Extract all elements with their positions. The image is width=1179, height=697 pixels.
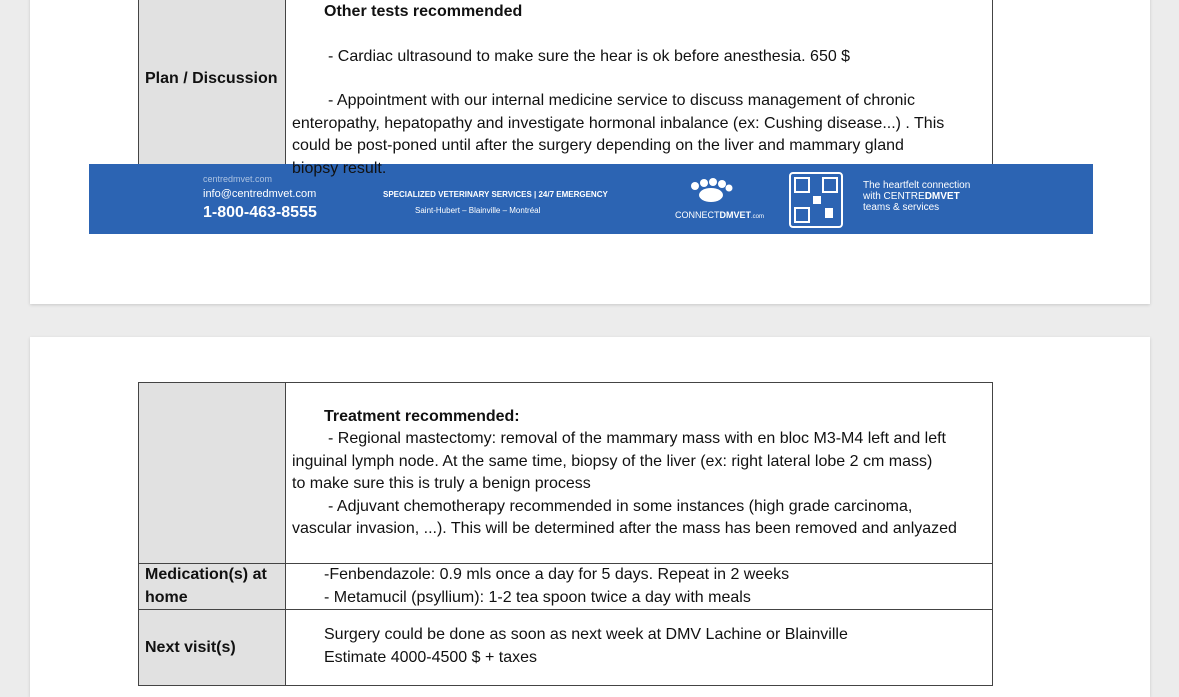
treatment-line-1a: - Regional mastectomy: removal of the mammary mass with en bloc M3-M4 left and left [328,430,946,447]
footer-services: SPECIALIZED VETERINARY SERVICES | 24/7 EMERGENCY [383,190,608,199]
treatment-content [286,383,993,564]
treatment-table [138,382,993,686]
plan-line-appointment-a: - Appointment with our internal medicine service to discuss management of chronic [328,92,915,110]
plan-line-appointment-c: could be post-poned until after the surgery depending on the liver and mammary gland [292,137,904,155]
footer-locations: Saint-Hubert – Blainville – Montréal [415,206,541,215]
next-visit-content [286,610,993,686]
treatment-line-2a: - Adjuvant chemotherapy recommended in some instances (high grade carcinoma, [328,497,913,515]
next-visit-label: Next visit(s) [139,610,286,686]
footer-connect: CONNECTDMVET.com [675,210,765,220]
plan-content [286,0,993,179]
footer-phone: 1-800-463-8555 [203,204,317,221]
next-visit-line-2: Estimate 4000-4500 $ + taxes [324,648,538,666]
treatment-line-1b: inguinal lymph node. At the same time, biopsy of the liver (ex: right lateral lobe 2 cm mass) [292,452,933,470]
document-page-1 [30,0,1150,304]
footer-email: info@centredmvet.com [203,188,317,200]
qr-code-icon [789,172,843,228]
medication-line-1: -Fenbendazole: 0.9 mls once a day for 5 days. Repeat in 2 weeks [324,566,790,583]
next-visit-line-1: Surgery could be done as soon as next week at DMV Lachine or Blainville [324,626,848,643]
treatment-heading: Treatment recommended: [324,407,520,425]
other-tests-heading: Other tests recommended [324,3,523,21]
medication-line-2: - Metamucil (psyllium): 1-2 tea spoon twice a day with meals [324,588,751,606]
medication-content [286,564,993,610]
treatment-label-cell [139,383,286,564]
plan-line-appointment-d: biopsy result. [292,160,387,177]
treatment-line-2b: vascular invasion, ...). This will be determined after the mass has been removed and anlyazed [292,520,957,537]
treatment-line-1c: to make sure this is truly a benign process [292,475,591,492]
plan-line-cardiac: - Cardiac ultrasound to make sure the hear is ok before anesthesia. 650 $ [328,47,851,65]
paw-logo-icon [689,178,733,204]
plan-table [138,0,993,179]
medication-label: Medication(s) at home [139,564,286,610]
footer-website: centredmvet.com [203,174,273,184]
plan-label: Plan / Discussion [139,0,286,179]
plan-line-appointment-b: enteropathy, hepatopathy and investigate hormonal inbalance (ex: Cushing disease...) . This [292,114,945,132]
footer-tagline: The heartfelt connection with CENTREDMVET teams & services [863,180,971,213]
letterhead-footer [89,164,1093,234]
document-page-2 [30,337,1150,697]
